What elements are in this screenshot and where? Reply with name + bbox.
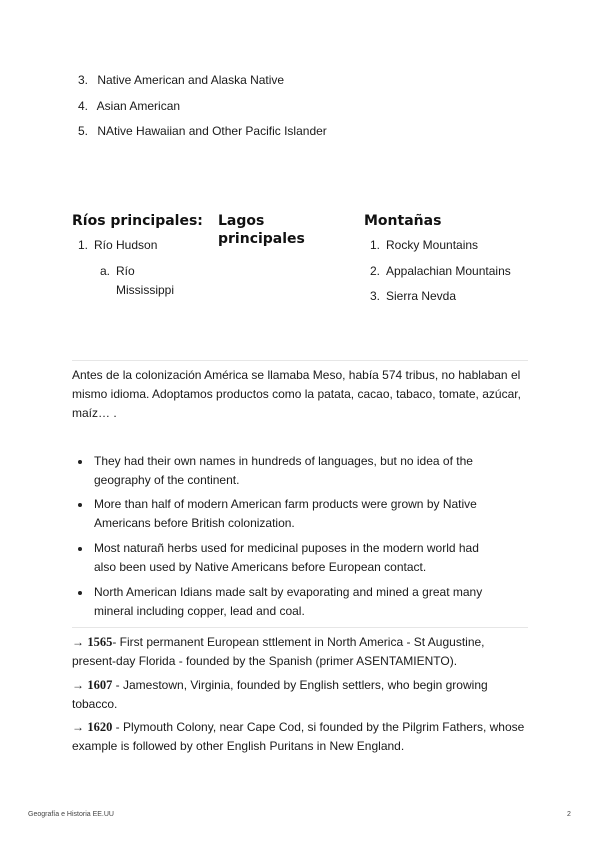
- montanas-heading: Montañas: [364, 213, 442, 229]
- arrow-icon: →: [72, 720, 84, 734]
- list-number: 1.: [78, 238, 89, 252]
- list-item: [78, 98, 180, 114]
- bullet-icon: [78, 460, 82, 464]
- lagos-heading-line2: principales: [218, 231, 305, 247]
- list-number: 3.: [78, 73, 89, 87]
- list-item: [370, 262, 511, 280]
- timeline-year: 1620: [87, 720, 113, 734]
- lagos-heading-line1: Lagos: [218, 213, 265, 229]
- list-text: Sierra Nevda: [386, 289, 457, 303]
- bullet-icon: [78, 547, 82, 551]
- list-item: [78, 72, 284, 88]
- rios-column: [72, 212, 212, 297]
- list-text: NAtive Hawaiian and Other Pacific Islander: [97, 124, 327, 138]
- bullet-text: More than half of modern American farm products were grown by Native Americans before British colonization.: [94, 497, 477, 530]
- sub-list-item: [100, 262, 135, 280]
- timeline-year: 1607: [87, 678, 113, 692]
- list-text: Rocky Mountains: [386, 238, 479, 252]
- bullet-text: They had their own names in hundreds of languages, but no idea of the geography of the continent.: [94, 454, 473, 487]
- lagos-column: [218, 212, 358, 248]
- timeline-entry: [72, 676, 528, 714]
- timeline-entry: [72, 633, 528, 671]
- list-text: Río Hudson: [94, 238, 158, 252]
- list-item: [370, 287, 456, 305]
- arrow-icon: →: [72, 678, 84, 692]
- bullet-icon: [78, 503, 82, 507]
- sub-list-item-continued: Mississippi: [116, 283, 175, 297]
- list-text: Asian American: [96, 99, 181, 113]
- list-text: Appalachian Mountains: [386, 264, 511, 278]
- divider: [72, 627, 528, 628]
- timeline-year: 1565: [87, 635, 113, 649]
- bullet-text: Most naturañ herbs used for medicinal puposes in the modern world had also been used by Native Americans before European contact.: [94, 541, 479, 574]
- list-number: a.: [100, 264, 111, 278]
- bullet-icon: [78, 591, 82, 595]
- timeline-text: - Jamestown, Virginia, founded by English settlers, who begin growing tobacco.: [72, 678, 488, 711]
- list-number: 2.: [370, 264, 381, 278]
- page-number: 2: [567, 811, 571, 818]
- divider: [72, 360, 528, 361]
- list-number: 5.: [78, 124, 89, 138]
- timeline-text: - First permanent European sttlement in North America - St Augustine, present-day Florida - founded by the Spanish (primer ASENTAMIENTO).: [72, 635, 485, 668]
- list-item: [78, 236, 157, 254]
- intro-paragraph: Antes de la colonización América se llamaba Meso, había 574 tribus, no hablaban el mismo idioma. Adoptamos productos como la patata, cacao, tabaco, tomate, azúcar, maíz… .: [72, 368, 521, 420]
- list-text: Native American and Alaska Native: [97, 73, 285, 87]
- list-item: [78, 123, 327, 139]
- bullet-text: North American Idians made salt by evaporating and mined a great many mineral including copper, lead and coal.: [94, 585, 483, 618]
- list-item: [370, 236, 478, 254]
- rios-heading: Ríos principales:: [72, 213, 203, 229]
- list-number: 1.: [370, 238, 381, 252]
- montanas-column: [364, 212, 534, 303]
- list-number: 3.: [370, 289, 381, 303]
- arrow-icon: →: [72, 635, 84, 649]
- timeline-entry: [72, 718, 528, 756]
- list-text: Río: [116, 264, 135, 278]
- footer-title: Geografía e Historia EE.UU: [28, 811, 114, 818]
- list-number: 4.: [78, 99, 89, 113]
- timeline-text: - Plymouth Colony, near Cape Cod, si founded by the Pilgrim Fathers, whose example is followed by other English Puritans in New England.: [72, 720, 525, 753]
